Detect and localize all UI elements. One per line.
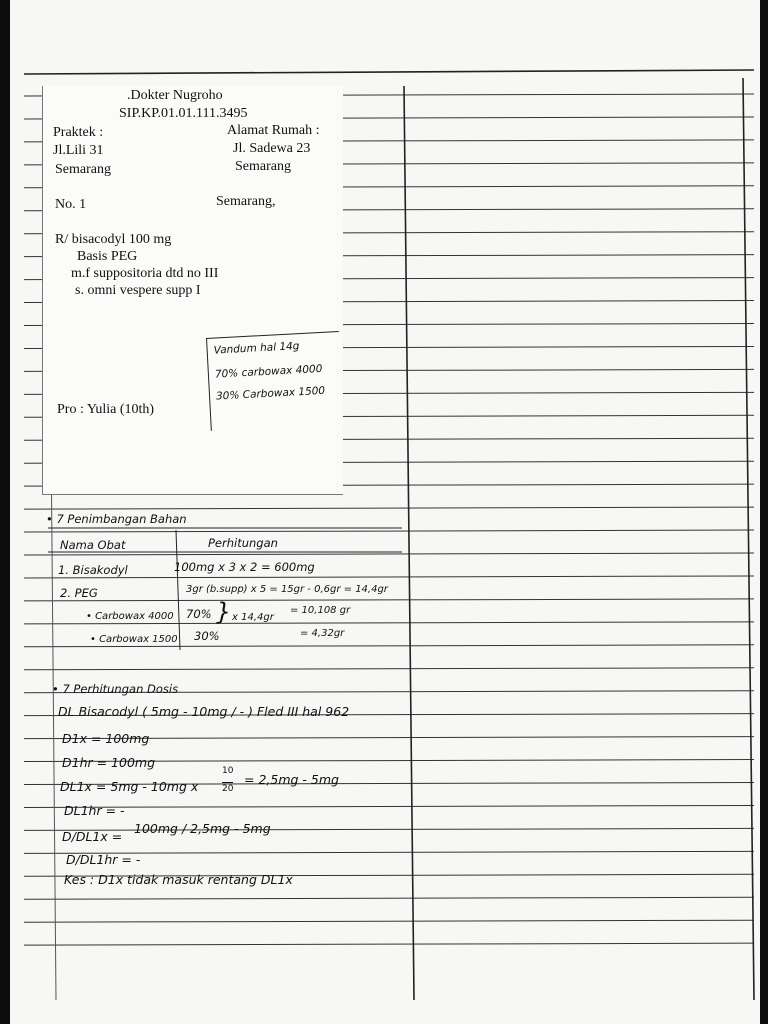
column-divider bbox=[404, 86, 414, 1000]
recipe-line: Basis PEG bbox=[77, 249, 138, 264]
ruled-line bbox=[24, 530, 754, 532]
patient-name: Pro : Yulia (10th) bbox=[57, 402, 155, 417]
max-dose-line: DL Bisacodyl ( 5mg - 10mg / - ) Fled III hal 962 bbox=[58, 704, 350, 719]
place-date: Semarang, bbox=[216, 194, 276, 209]
notebook-page bbox=[10, 0, 760, 1024]
sub-val-carbowax-4000: = 10,108 gr bbox=[290, 605, 351, 616]
prescription-number: No. 1 bbox=[55, 197, 87, 212]
practice-label: Praktek : bbox=[53, 125, 104, 140]
recipe-line: R/ bisacodyl 100 mg bbox=[55, 232, 172, 247]
recipe-line: m.f suppositoria dtd no III bbox=[71, 266, 219, 281]
dose-percentage-label: D/DL1x = bbox=[62, 829, 123, 844]
sub-name-carbowax-1500: • Carbowax 1500 bbox=[90, 634, 178, 645]
fraction-numerator: 10 bbox=[222, 766, 234, 776]
ruled-line bbox=[24, 576, 754, 578]
ruled-line bbox=[24, 507, 754, 509]
column-header-name: Nama Obat bbox=[60, 538, 126, 552]
max-single-dose-prefix: DL1x = 5mg - 10mg x bbox=[60, 779, 199, 794]
column-header-calculation: Perhitungan bbox=[208, 536, 278, 550]
home-city: Semarang bbox=[235, 159, 291, 174]
license-number: SIP.KP.01.01.111.3495 bbox=[119, 106, 248, 121]
dose-heading: • 7 Perhitungan Dosis bbox=[52, 682, 179, 696]
prescription-card bbox=[42, 86, 343, 495]
daily-dose-line: D1hr = 100mg bbox=[62, 755, 156, 770]
row-name-bisacodyl: 1. Bisakodyl bbox=[58, 563, 128, 577]
row-name-peg: 2. PEG bbox=[60, 586, 98, 600]
ruled-line bbox=[24, 943, 754, 945]
shared-multiplier: x 14,4gr bbox=[232, 612, 274, 623]
note-line: 30% Carbowax 1500 bbox=[215, 384, 326, 403]
max-single-dose-suffix: = 2,5mg - 5mg bbox=[244, 772, 339, 787]
row-calc-bisacodyl: 100mg x 3 x 2 = 600mg bbox=[174, 560, 315, 574]
ruled-line bbox=[24, 668, 754, 670]
sub-pct-carbowax-1500: 30% bbox=[194, 629, 220, 643]
ruled-line bbox=[24, 805, 754, 807]
ruled-line bbox=[24, 622, 754, 624]
ruled-line bbox=[24, 897, 754, 899]
sub-pct-carbowax-4000: 70% bbox=[186, 607, 212, 621]
home-street: Jl. Sadewa 23 bbox=[233, 141, 311, 156]
right-border bbox=[743, 78, 754, 1000]
note-line: 70% carbowax 4000 bbox=[214, 362, 323, 381]
home-label: Alamat Rumah : bbox=[227, 123, 320, 138]
weighing-heading: • 7 Penimbangan Bahan bbox=[46, 512, 187, 526]
ruled-line bbox=[24, 920, 754, 922]
bracket-mark: } bbox=[216, 598, 232, 626]
ruled-line bbox=[24, 645, 754, 647]
note-line: Vandum hal 14g bbox=[213, 340, 300, 357]
binder-note bbox=[206, 331, 344, 431]
sub-val-carbowax-1500: = 4,32gr bbox=[300, 628, 345, 639]
row-calc-peg: 3gr (b.supp) x 5 = 15gr - 0,6gr = 14,4gr bbox=[186, 584, 388, 595]
single-dose-line: D1x = 100mg bbox=[62, 731, 150, 746]
sub-name-carbowax-4000: • Carbowax 4000 bbox=[86, 611, 174, 622]
practice-city: Semarang bbox=[55, 162, 111, 177]
ruled-line bbox=[24, 599, 754, 601]
top-border bbox=[24, 70, 754, 74]
table-column-rule bbox=[176, 530, 180, 650]
dose-percentage-value: 100mg / 2,5mg - 5mg bbox=[134, 821, 271, 836]
doctor-name: .Dokter Nugroho bbox=[127, 88, 223, 103]
conclusion-line: Kes : D1x tidak masuk rentang DL1x bbox=[64, 872, 293, 887]
max-daily-dose-line: DL1hr = - bbox=[64, 803, 125, 818]
ruled-line bbox=[24, 553, 754, 555]
practice-street: Jl.Lili 31 bbox=[53, 143, 104, 158]
recipe-line: s. omni vespere supp I bbox=[75, 283, 201, 298]
fraction-denominator: 20 bbox=[222, 784, 234, 794]
daily-percentage-line: D/DL1hr = - bbox=[66, 852, 141, 867]
